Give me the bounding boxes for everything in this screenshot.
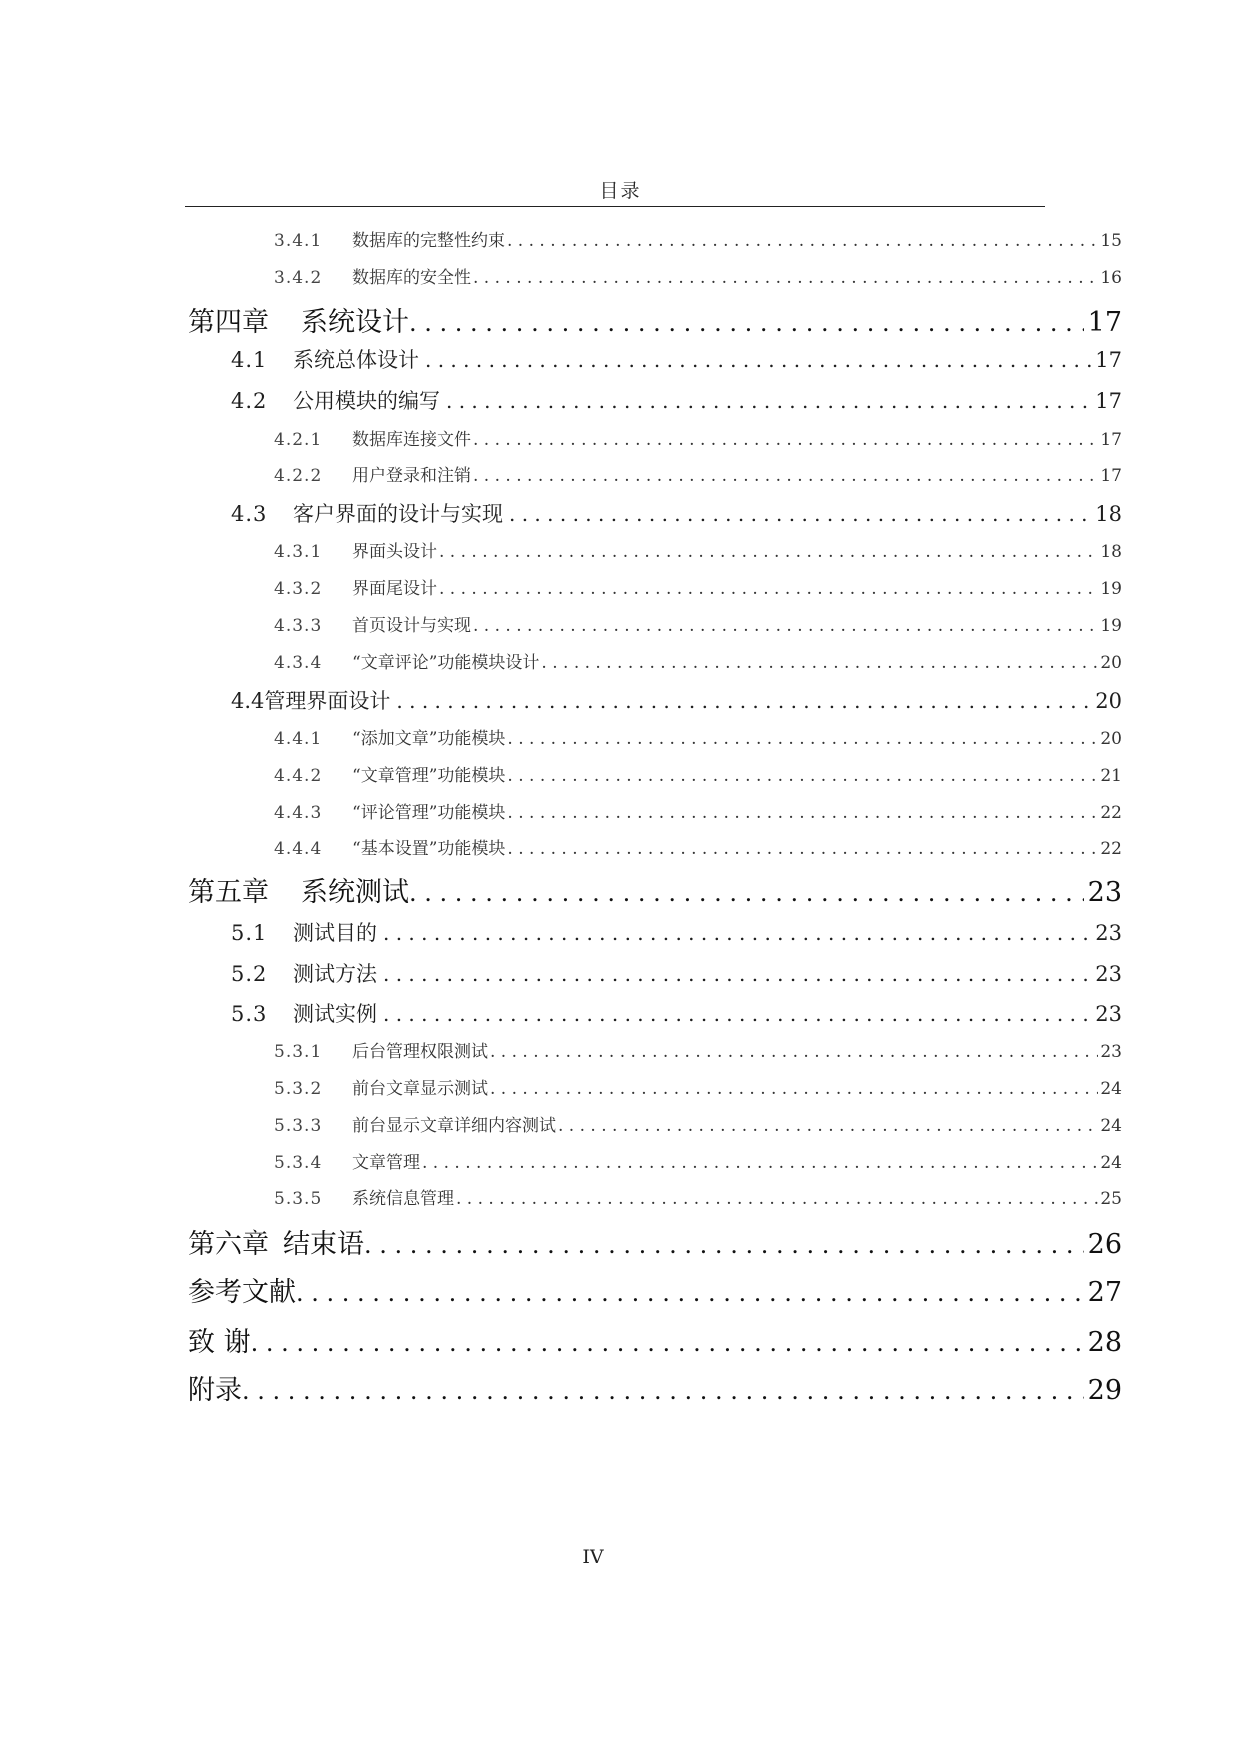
toc-entry-title: 文章管理: [352, 1153, 420, 1173]
toc-entry: [274, 226, 1122, 251]
toc-entry-title: 参考文献: [188, 1277, 296, 1308]
toc-dot-leader: [446, 389, 1091, 413]
toc-entry: [274, 611, 1122, 636]
toc-entry-title: “评论管理”功能模块: [352, 803, 506, 823]
toc-entry-page-number: 20: [1095, 689, 1122, 713]
toc-entry-page-number: 23: [1095, 921, 1122, 945]
toc-entry-title: “文章评论”功能模块设计: [352, 653, 540, 673]
toc-entry-number: 3.4.1: [274, 231, 323, 251]
toc-entry-title: 测试实例: [293, 1002, 377, 1026]
toc-entry: [274, 461, 1122, 486]
toc-entry-number: 4.3.1: [274, 542, 323, 562]
toc-entry: [274, 724, 1122, 749]
toc-entry: [231, 685, 1122, 715]
toc-entry-number: 4.3.2: [274, 579, 323, 599]
toc-dot-leader: [383, 921, 1091, 945]
toc-entry-number: 3.4.2: [274, 268, 323, 288]
toc-entry-page-number: 24: [1100, 1153, 1122, 1173]
toc-entry: [188, 1270, 1122, 1309]
toc-entry-page-number: 23: [1100, 1042, 1122, 1062]
toc-entry-title: 测试方法: [293, 962, 377, 986]
toc-entry: [231, 385, 1122, 415]
toc-entry-page-number: 17: [1095, 348, 1122, 372]
toc-entry-page-number: 23: [1087, 877, 1122, 908]
toc-entry-title: 结束语: [283, 1229, 364, 1260]
toc-entry-number: 第四章: [188, 307, 269, 338]
toc-entry-page-number: 29: [1087, 1375, 1122, 1406]
toc-entry: [274, 1148, 1122, 1173]
toc-entry-number: 4.2.1: [274, 430, 323, 450]
toc-entry-number: 4.4.1: [274, 729, 323, 749]
toc-entry-title: 致 谢: [188, 1327, 251, 1358]
toc-entry-number: 4.4: [231, 689, 265, 713]
toc-entry: [188, 1222, 1122, 1261]
toc-entry-number: 5.3: [231, 1002, 268, 1026]
toc-entry-page-number: 26: [1087, 1229, 1122, 1260]
toc-entry-title: 后台管理权限测试: [352, 1042, 488, 1062]
toc-dot-leader: [251, 1329, 1084, 1357]
toc-entry-page-number: 23: [1095, 1002, 1122, 1026]
toc-entry-title: “添加文章”功能模块: [352, 729, 506, 749]
toc-entry: [274, 1111, 1122, 1136]
toc-dot-leader: [488, 1042, 1098, 1062]
toc-entry-page-number: 23: [1095, 962, 1122, 986]
toc-dot-leader: [437, 542, 1098, 562]
toc-entry-number: 4.4.4: [274, 839, 323, 859]
toc-entry-number: 4.3: [231, 502, 268, 526]
toc-entry: [274, 1184, 1122, 1209]
toc-entry-number: 5.2: [231, 962, 268, 986]
toc-dot-leader: [505, 803, 1098, 823]
toc-entry-title: 系统总体设计: [293, 348, 419, 372]
toc-dot-leader: [471, 268, 1098, 288]
toc-entry-title: 用户登录和注销: [352, 466, 471, 486]
toc-dot-leader: [409, 879, 1084, 907]
toc-dot-leader: [420, 1153, 1098, 1173]
toc-dot-leader: [505, 766, 1098, 786]
toc-entry-title: 系统信息管理: [352, 1189, 454, 1209]
toc-entry-number: 4.2.2: [274, 466, 323, 486]
toc-entry-page-number: 20: [1100, 653, 1122, 673]
toc-entry: [274, 1074, 1122, 1099]
toc-entry-page-number: 20: [1100, 729, 1122, 749]
toc-dot-leader: [242, 1377, 1084, 1405]
toc-entry-number: 5.3.3: [274, 1116, 323, 1136]
toc-entry: [274, 834, 1122, 859]
toc-entry-page-number: 18: [1095, 502, 1122, 526]
toc-entry-page-number: 27: [1087, 1277, 1122, 1308]
toc-entry-title: 数据库的安全性: [352, 268, 471, 288]
toc-entry-title: 管理界面设计: [264, 689, 391, 713]
toc-entry-title: 附录: [188, 1375, 242, 1406]
page-header-title: 目录: [599, 180, 642, 202]
toc-entry-page-number: 17: [1087, 307, 1122, 338]
toc-entry-number: 4.3.4: [274, 653, 323, 673]
toc-entry-title: “基本设置”功能模块: [352, 839, 506, 859]
toc-entry-page-number: 28: [1087, 1327, 1122, 1358]
toc-entry-title: 公用模块的编写: [293, 389, 440, 413]
toc-dot-leader: [505, 231, 1098, 251]
toc-dot-leader: [539, 653, 1098, 673]
toc-dot-leader: [509, 502, 1091, 526]
toc-dot-leader: [437, 579, 1098, 599]
toc-entry-page-number: 16: [1100, 268, 1122, 288]
toc-entry: [231, 917, 1122, 947]
toc-entry-number: 4.4.2: [274, 766, 323, 786]
toc-entry-number: 4.2: [231, 389, 268, 413]
toc-entry: [188, 1368, 1122, 1407]
toc-entry-title: 客户界面的设计与实现: [293, 502, 503, 526]
toc-dot-leader: [556, 1116, 1098, 1136]
toc-dot-leader: [296, 1279, 1084, 1307]
toc-entry-number: 第六章: [188, 1229, 269, 1260]
toc-entry: [274, 761, 1122, 786]
toc-entry-title: 测试目的: [293, 921, 377, 945]
toc-entry-number: 5.1: [231, 921, 268, 945]
toc-entry-number: 4.4.3: [274, 803, 323, 823]
toc-entry: [188, 1320, 1122, 1359]
toc-entry: [274, 537, 1122, 562]
toc-entry: [231, 344, 1122, 374]
toc-entry-number: 第五章: [188, 877, 269, 908]
toc-entry-title: “文章管理”功能模块: [352, 766, 506, 786]
toc-entry-title: 首页设计与实现: [352, 616, 471, 636]
toc-entry-page-number: 15: [1100, 231, 1122, 251]
toc-dot-leader: [409, 309, 1084, 337]
toc-entry-page-number: 22: [1100, 839, 1122, 859]
toc-entry-page-number: 19: [1100, 616, 1122, 636]
toc-entry-page-number: 18: [1100, 542, 1122, 562]
toc-entry: [231, 998, 1122, 1028]
toc-dot-leader: [364, 1231, 1084, 1259]
toc-entry-title: 系统测试: [301, 877, 409, 908]
toc-entry-page-number: 24: [1100, 1116, 1122, 1136]
toc-entry-title: 界面头设计: [352, 542, 437, 562]
toc-entry-number: 4.1: [231, 348, 268, 372]
toc-entry: [274, 574, 1122, 599]
toc-entry-title: 前台文章显示测试: [352, 1079, 488, 1099]
toc-entry-page-number: 22: [1100, 803, 1122, 823]
toc-dot-leader: [471, 430, 1098, 450]
toc-dot-leader: [488, 1079, 1098, 1099]
toc-dot-leader: [383, 962, 1091, 986]
toc-entry-number: 5.3.5: [274, 1189, 323, 1209]
toc-entry: [274, 425, 1122, 450]
toc-entry: [274, 798, 1122, 823]
toc-entry-title: 数据库的完整性约束: [352, 231, 505, 251]
toc-dot-leader: [471, 466, 1098, 486]
toc-dot-leader: [505, 729, 1098, 749]
toc-dot-leader: [471, 616, 1098, 636]
toc-dot-leader: [396, 689, 1091, 713]
toc-entry-number: 5.3.2: [274, 1079, 323, 1099]
toc-dot-leader: [425, 348, 1091, 372]
toc-entry-number: 4.3.3: [274, 616, 323, 636]
toc-entry-title: 数据库连接文件: [352, 430, 471, 450]
toc-entry: [231, 958, 1122, 988]
toc-entry-number: 5.3.4: [274, 1153, 323, 1173]
toc-entry-title: 系统设计: [301, 307, 409, 338]
toc-entry-page-number: 25: [1100, 1189, 1122, 1209]
toc-entry-number: 5.3.1: [274, 1042, 323, 1062]
toc-entry-page-number: 19: [1100, 579, 1122, 599]
toc-entry: [274, 1037, 1122, 1062]
toc-entry-page-number: 24: [1100, 1079, 1122, 1099]
toc-entry: [274, 648, 1122, 673]
toc-dot-leader: [505, 839, 1098, 859]
toc-entry: [274, 263, 1122, 288]
toc-entry-page-number: 17: [1100, 430, 1122, 450]
page-number: IV: [582, 1546, 604, 1568]
toc-entry-title: 前台显示文章详细内容测试: [352, 1116, 556, 1136]
toc-entry-title: 界面尾设计: [352, 579, 437, 599]
toc-entry-page-number: 17: [1100, 466, 1122, 486]
toc-dot-leader: [454, 1189, 1098, 1209]
toc-entry: [188, 870, 1122, 909]
toc-entry-page-number: 21: [1100, 766, 1122, 786]
toc-entry: [188, 300, 1122, 339]
toc-entry: [231, 498, 1122, 528]
toc-dot-leader: [383, 1002, 1091, 1026]
toc-entry-page-number: 17: [1095, 389, 1122, 413]
